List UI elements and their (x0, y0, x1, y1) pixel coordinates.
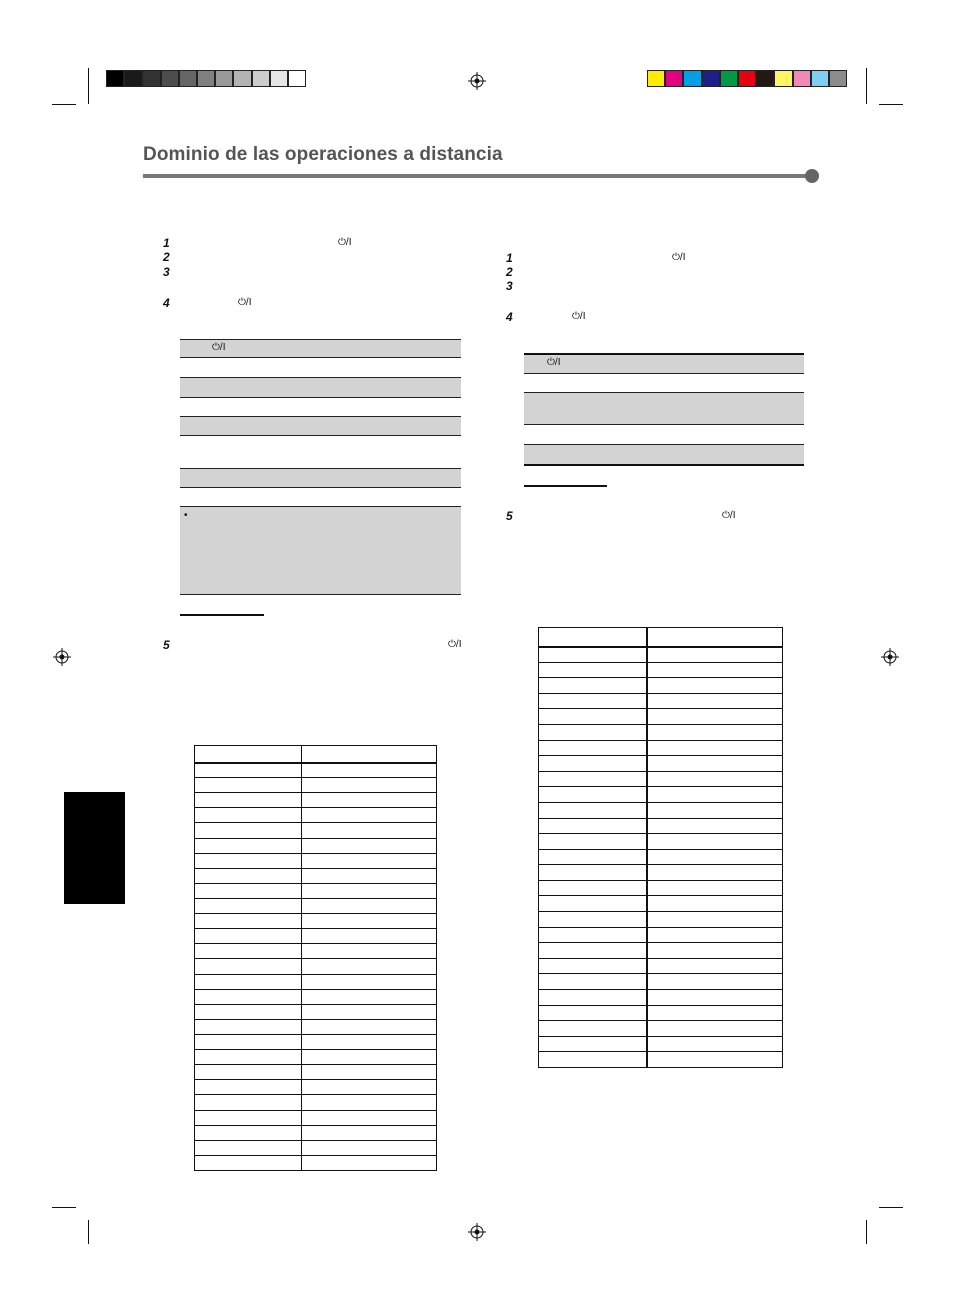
gray-swatch (179, 70, 197, 87)
crop-mark (866, 1220, 867, 1244)
table-row-line (195, 868, 436, 869)
table-row-line (539, 895, 782, 896)
gray-swatch (124, 70, 142, 87)
table-row-line (195, 853, 436, 854)
table-row-line (539, 927, 782, 928)
right-step-3-number: 3 (506, 279, 513, 293)
table-row-line (539, 646, 782, 648)
title-end-dot (805, 169, 819, 183)
table-row-line (195, 792, 436, 793)
gray-swatch (197, 70, 215, 87)
left-step-1-number: 1 (163, 236, 170, 250)
table-row-line (195, 762, 436, 764)
table-row-line (539, 818, 782, 819)
table-row-line (539, 693, 782, 694)
registration-mark-icon (881, 648, 899, 666)
left-step-5-number: 5 (163, 638, 170, 652)
table-row-line (195, 807, 436, 808)
table-row-line (195, 943, 436, 944)
table-row-line (539, 1020, 782, 1021)
gray-swatch (270, 70, 288, 87)
color-swatch (774, 70, 792, 87)
right-subheading-rule (524, 485, 607, 487)
gray-swatch (288, 70, 306, 87)
table-row-line (539, 677, 782, 678)
gray-swatch (215, 70, 233, 87)
table-row-line (195, 1004, 436, 1005)
table-row-line (195, 883, 436, 884)
left-note-bullet: • (184, 510, 188, 521)
language-side-tab (64, 792, 125, 904)
registration-mark-icon (468, 72, 486, 90)
table-row-line (539, 973, 782, 974)
color-swatch (793, 70, 811, 87)
crop-mark (879, 104, 903, 105)
table-row-line (539, 833, 782, 834)
left-step-1-power-icon: ⏻/I (338, 237, 352, 248)
table-row-line (195, 1049, 436, 1050)
crop-mark (879, 1207, 903, 1208)
table-row-line (195, 958, 436, 959)
registration-mark-icon (53, 648, 71, 666)
page-title: Dominio de las operaciones a distancia (143, 144, 503, 165)
color-swatch (756, 70, 774, 87)
table-row-line (195, 838, 436, 839)
table-row-line (195, 1019, 436, 1020)
table-row-line (195, 1079, 436, 1080)
table-row-line (539, 864, 782, 865)
gray-swatch (233, 70, 251, 87)
color-swatch (720, 70, 738, 87)
table-row-line (539, 662, 782, 663)
table-row-line (539, 755, 782, 756)
table-row-line (195, 913, 436, 914)
color-swatch (811, 70, 829, 87)
table-row-line (539, 849, 782, 850)
right-step-4-number: 4 (506, 310, 513, 324)
table-row-line (539, 708, 782, 709)
left-step-5-power-icon: ⏻/I (448, 639, 462, 650)
color-swatch (647, 70, 665, 87)
right-step-1-power-icon: ⏻/I (672, 252, 686, 263)
table-row-line (195, 898, 436, 899)
right-info-power-icon: ⏻/I (547, 357, 561, 368)
table-row-line (539, 1051, 782, 1052)
left-step-4-power-icon: ⏻/I (238, 297, 252, 308)
right-step-5-power-icon: ⏻/I (722, 510, 736, 521)
right-code-table (538, 627, 783, 1068)
table-row-line (195, 822, 436, 823)
table-row-line (195, 974, 436, 975)
table-row-line (539, 1005, 782, 1006)
table-row-line (195, 928, 436, 929)
gray-swatch (161, 70, 179, 87)
crop-mark (52, 104, 76, 105)
table-row-line (539, 958, 782, 959)
table-row-line (195, 989, 436, 990)
left-step-2-number: 2 (163, 250, 170, 264)
right-step-4-power-icon: ⏻/I (572, 311, 586, 322)
table-row-line (195, 1064, 436, 1065)
table-row-line (539, 880, 782, 881)
color-swatch (738, 70, 756, 87)
table-row-line (539, 989, 782, 990)
table-row-line (195, 1140, 436, 1141)
table-row-line (539, 771, 782, 772)
crop-mark (52, 1207, 76, 1208)
gray-swatch (106, 70, 124, 87)
table-row-line (539, 802, 782, 803)
right-step-1-number: 1 (506, 251, 513, 265)
table-row-line (195, 777, 436, 778)
table-row-line (195, 1155, 436, 1156)
color-swatch (829, 70, 847, 87)
crop-mark (866, 68, 867, 104)
table-row-line (539, 724, 782, 725)
table-row-line (539, 942, 782, 943)
left-info-power-icon: ⏻/I (212, 342, 226, 353)
table-row-line (539, 786, 782, 787)
crop-mark (88, 1220, 89, 1244)
table-row-line (195, 1034, 436, 1035)
right-step-2-number: 2 (506, 265, 513, 279)
title-underline (143, 174, 813, 178)
left-code-table (194, 745, 437, 1171)
registration-mark-icon (468, 1223, 486, 1241)
color-swatch (665, 70, 683, 87)
table-row-line (539, 740, 782, 741)
table-row-line (195, 1125, 436, 1126)
left-subheading-rule (180, 614, 264, 616)
color-swatch (702, 70, 720, 87)
table-row-line (539, 911, 782, 912)
left-step-4-number: 4 (163, 296, 170, 310)
crop-mark (88, 68, 89, 104)
color-swatch (683, 70, 701, 87)
gray-swatch (252, 70, 270, 87)
table-row-line (195, 1094, 436, 1095)
right-step-5-number: 5 (506, 509, 513, 523)
table-row-line (195, 1110, 436, 1111)
gray-swatch (142, 70, 160, 87)
table-row-line (539, 1036, 782, 1037)
left-step-3-number: 3 (163, 265, 170, 279)
